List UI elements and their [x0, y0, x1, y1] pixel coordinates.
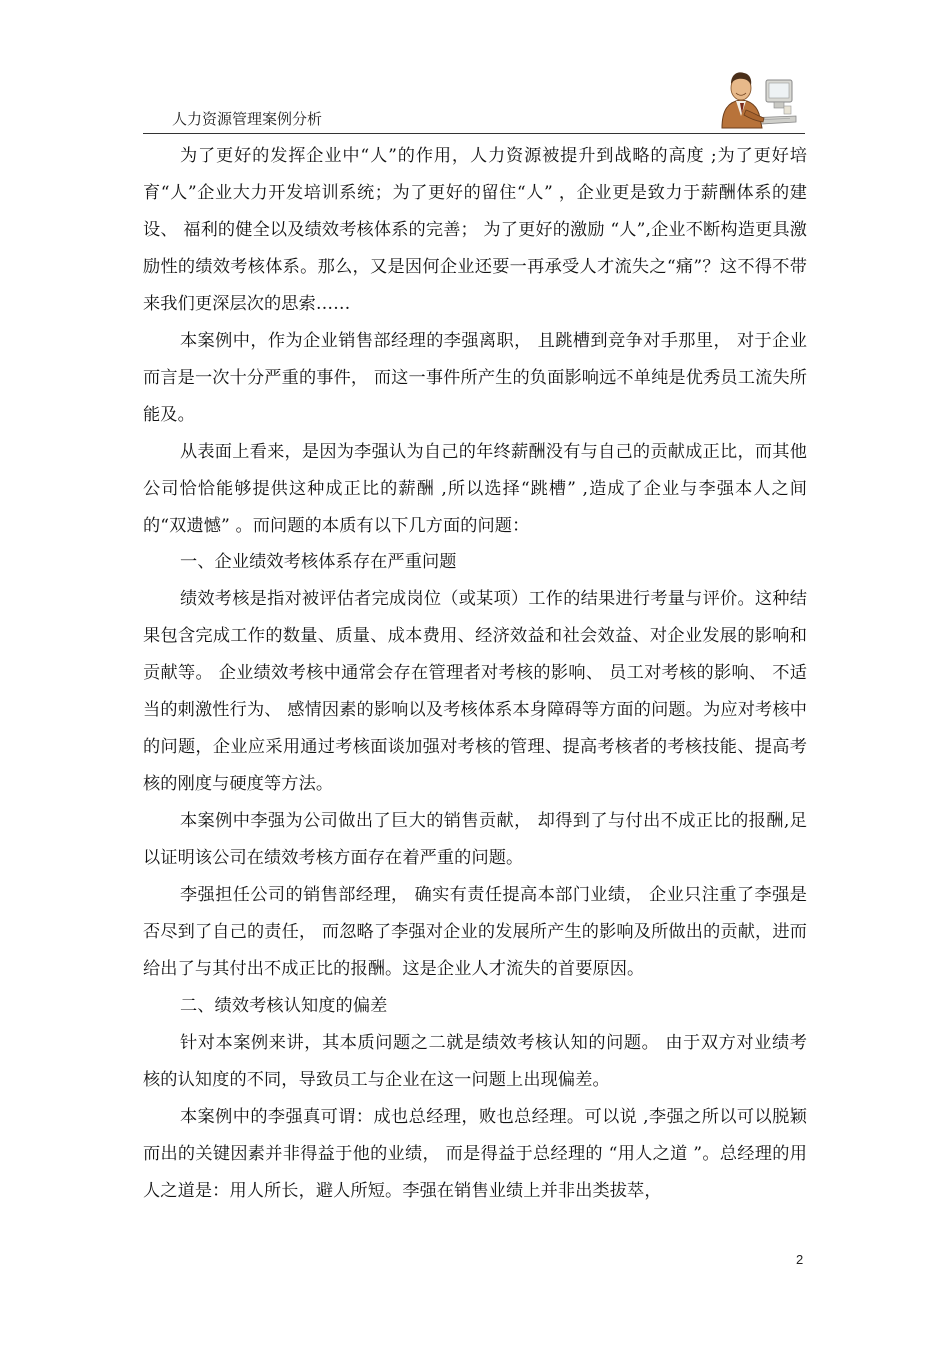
page-number: 2 [796, 1252, 804, 1267]
paragraph: 从表面上看来，是因为李强认为自己的年终薪酬没有与自己的贡献成正比，而其他公司恰恰能够提供这种成正比的薪酬 ,所以选择“跳槽” ,造成了企业与李强本人之间的“双遗憾” 。而问题的本质有以下几方面的问题： [143, 441, 807, 536]
paragraph: 本案例中，作为企业销售部经理的李强离职， 且跳槽到竞争对手那里， 对于企业而言是一次十分严重的事件， 而这一事件所产生的负面影响远不单纯是优秀员工流失所能及。 [143, 330, 807, 425]
paragraph: 为了更好的发挥企业中“人”的作用，人力资源被提升到战略的高度 ;为了更好培育“人”企业大力开发培训系统；为了更好的留住“人” ，企业更是致力于薪酬体系的建设、 福利的健全以及绩效考核体系的完善； 为了更好的激励 “人”,企业不断构造更具激励性的绩效考核体系。那么，又是因何企业还要一再承受人才流失之“痛”？这不得不带来我们更深层次的思索…… [143, 146, 807, 314]
businessman-at-computer-icon [716, 66, 798, 132]
header-divider [143, 133, 805, 134]
paragraph: 针对本案例来讲，其本质问题之二就是绩效考核认知的问题。 由于双方对业绩考核的认知度的不同，导致员工与企业在这一问题上出现偏差。 [143, 1032, 807, 1090]
section-heading: 一、企业绩效考核体系存在严重问题 [179, 552, 457, 573]
paragraph: 绩效考核是指对被评估者完成岗位（或某项）工作的结果进行考量与评价。这种结果包含完成工作的数量、质量、成本费用、经济效益和社会效益、对企业发展的影响和贡献等。 企业绩效考核中通常会存在管理者对考核的影响、 员工对考核的影响、 不适当的刺激性行为、 感情因素的影响以及考核体系本身障碍等方面的问题。为应对考核中的问题，企业应采用通过考核面谈加强对考核的管理、提高考核者的考核技能、提高考核的刚度与硬度等方法。 [143, 589, 807, 795]
paragraph: 本案例中李强为公司做出了巨大的销售贡献， 却得到了与付出不成正比的报酬,足以证明该公司在绩效考核方面存在着严重的问题。 [143, 811, 807, 869]
header-title: 人力资源管理案例分析 [172, 110, 323, 128]
section-heading: 二、绩效考核认知度的偏差 [179, 995, 388, 1016]
body-text [143, 138, 807, 1210]
paragraph: 本案例中的李强真可谓：成也总经理，败也总经理。可以说 ,李强之所以可以脱颖而出的关键因素并非得益于他的业绩， 而是得益于总经理的 “用人之道 ”。总经理的用人之道是：用人所长，避人所短。李强在销售业绩上并非出类拔萃， [143, 1106, 807, 1201]
paragraph: 李强担任公司的销售部经理， 确实有责任提高本部门业绩， 企业只注重了李强是否尽到了自己的责任， 而忽略了李强对企业的发展所产生的影响及所做出的贡献，进而给出了与其付出不成正比的报酬。这是企业人才流失的首要原因。 [143, 885, 807, 979]
